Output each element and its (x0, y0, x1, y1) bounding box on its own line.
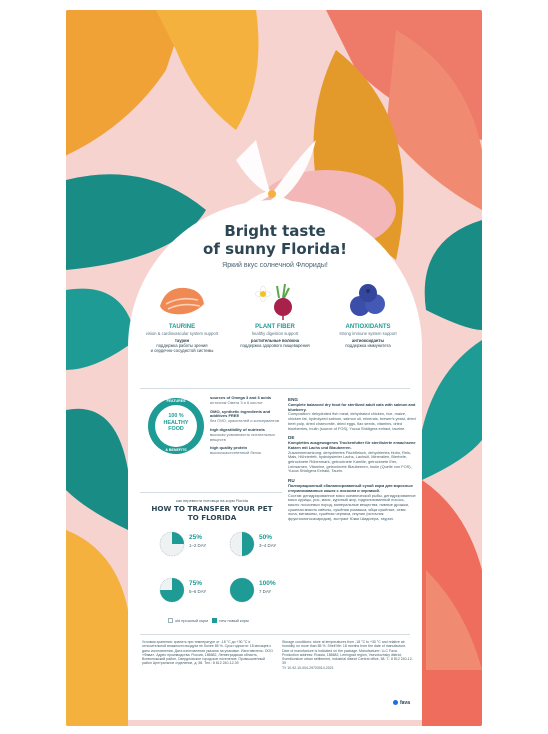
divider (140, 634, 410, 635)
mix-pie-icon (228, 576, 256, 604)
transition-title-ru: как перевести питомца на корм Florida (176, 498, 248, 503)
benefit-ru: таурин поддержка работы зрения и сердечно-сосудистой системы (150, 338, 214, 353)
benefit-antioxidants (322, 280, 414, 348)
step-percent: 75% (189, 580, 203, 587)
lang-ru: RU (288, 478, 295, 484)
benefit-title: TAURINE (168, 324, 196, 330)
divider (140, 388, 410, 389)
benefit-ru: растительные волокна поддержка здорового пищеварения (240, 338, 310, 348)
footer-en: Storage conditions: store at temperatures from -18 °C to +30 °C and relative air humidity no more than 85 %. Shelf life: 18 months from the date of manufacture. Date of manufacture is indicated on the package. Manufacturer: LLC Fava. Production address: Russia, 188682, Leningrad region, Vsevolozhsky district, Sverdlovskoe urban settlement, industrial district Central office, 58. T.: 8 812 240-12-39 ТУ 10.92.10-004-29703014-2021 (282, 640, 413, 670)
benefit-subtitle: healthy digestion support (251, 331, 299, 336)
step-days: 7 DAY (259, 589, 272, 594)
benefit-subtitle: vision & cardiovascular system support (145, 331, 219, 336)
benefit-subtitle: strong immune system support (339, 331, 397, 336)
benefits-row (136, 280, 414, 360)
composition-de: Komplettes ausgewogenes Trockenfutter für sterilisierte erwachsene Katzen mit Lachs und Blaubeeren. Zusammensetzung: dehydriertes Fischfleisch, dehydriertes Huhn, Reis, Mais, Hühnerfett, hydrolysierter Lachs, Lachsöl, Mineralien, Bierhefe, getrocknete Rübenmark, getrocknete Kamille, getrocknete Eier, Leinsamen, Vitamine, getrocknete Blaubeeren, Inulin (Quelle von FOS), Yucca Shidigera Extrakt, Taurin. (288, 440, 416, 474)
features-badge (148, 398, 204, 454)
feature-item: high digestibility of nutrients высокая усвояемость питательных веществ (210, 426, 275, 442)
benefit-plant-fiber (229, 280, 321, 348)
brand-mark: fava (393, 700, 410, 706)
legend-old: old прошлый корм (175, 618, 208, 623)
badge-arc-top: FEATURES (166, 399, 186, 403)
legend-new: new новый корм (219, 618, 249, 623)
step-percent: 25% (189, 534, 203, 541)
chamomile-beet-icon (229, 280, 321, 320)
step-days: 5–6 DAY (189, 589, 207, 594)
benefit-title: PLANT FIBER (255, 324, 295, 330)
feature-item: sources of Omega 3 and 6 acids источник Омега 3 и 6 кислот (210, 395, 272, 405)
product-bag-back (66, 10, 482, 726)
step-percent: 100% (259, 580, 276, 587)
transition-title: HOW TO TRANSFER YOUR PET TO FLORIDA (151, 504, 273, 522)
mix-pie-icon (228, 530, 256, 558)
features-list (210, 396, 282, 460)
divider (140, 492, 282, 493)
salmon-icon (136, 280, 228, 320)
transition-step (158, 576, 218, 608)
badge-arc-bottom: & BENEFITS (165, 448, 187, 452)
transition-step (158, 530, 218, 562)
legend-old-swatch (168, 618, 173, 623)
composition-ru: Полнорационный сбалансированный сухой корм для взрослых стерилизованных кошек с лососем и черникой. Состав: дегидрированное мясо океанической рыбы, дегидрированное мясо курицы, рис, маис, куриный жир, гидролизованный лосось, масло лососевых пород, минеральные вещества, пивные дрожжи, сушеная мякоть свёклы, сушёная ромашка, яйца сушёные, семя льна, витамины, сушёная черника, инулин (источник фруктоолигосахаридов), экстракт Юкки Шидигера, таурин. (288, 483, 416, 522)
info-panel (128, 200, 422, 720)
benefit-ru: антиоксиданты поддержка иммунитета (345, 338, 391, 348)
transition-legend (168, 618, 288, 623)
lang-eng: ENG (288, 397, 298, 402)
mix-pie-icon (158, 530, 186, 558)
feature-item: GMO, synthetic ingredients and additives FREE без ГМО, красителей и консервантов (210, 408, 279, 424)
headline-line2: of sunny Florida! (203, 240, 347, 258)
composition-column (288, 397, 416, 526)
fava-logo-icon (393, 700, 398, 705)
legend-new-swatch (212, 618, 217, 623)
feature-item: high quality protein высококачественный белок (210, 445, 262, 456)
benefit-title: ANTIOXIDANTS (345, 324, 391, 330)
mix-pie-icon (158, 576, 186, 604)
composition-eng: Complete balanced dry food for sterilized adult cats with salmon and blueberry. Composition: dehydrated fish meat, dehydrated chicken, rice, maize, chicken fat, hydrolyzed salmon, salmon oil, minerals, brewer's yeast, dried beet pulp, dried chamomile, dried eggs, flax seeds, vitamins, dried blueberries, inulin (source of FOS), Yucca Shidigera extract, taurine. (288, 402, 416, 431)
badge-inner: 100 % HEALTHY FOOD (155, 405, 197, 447)
headline-line1: Bright taste (224, 222, 326, 240)
transition-step (228, 576, 288, 608)
headline-ru: Яркий вкус солнечной Флориды! (222, 262, 328, 269)
blueberry-icon (322, 280, 414, 320)
footer-ru: Условия хранения: хранить при температуре от -18 °С до +30 °С и относительной влажности воздуха не более 85 %. Срок годности: 18 месяцев с даты изготовления. Дата изготовления указана на упаковке. Изготовитель: ООО «Фава». Адрес производства: Россия, 188682, Ленинградская область, Всеволожский район, Свердловское городское поселение, Промышленный район Центральное отделение, д. 58. Тел.: 8 812 240-12-39 (142, 640, 273, 666)
step-days: 1–2 DAY (189, 543, 207, 548)
step-days: 3–4 DAY (259, 543, 277, 548)
lang-de: DE (288, 435, 295, 441)
transition-step (228, 530, 288, 562)
step-percent: 50% (259, 534, 273, 541)
benefit-taurine (136, 280, 228, 353)
